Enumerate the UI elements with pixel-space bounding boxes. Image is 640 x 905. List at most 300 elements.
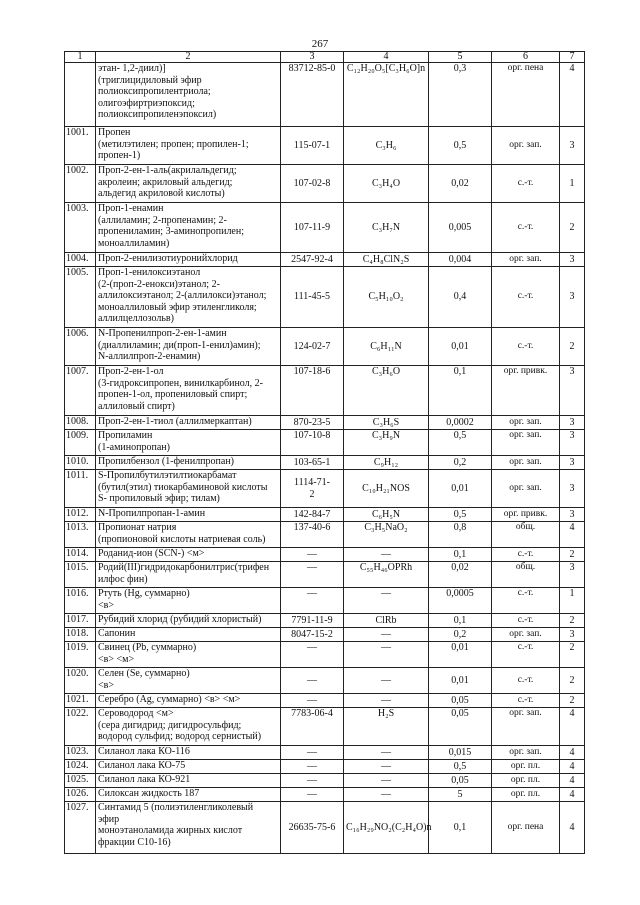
entry-number: 1007. — [65, 366, 96, 416]
entry-number: 1002. — [65, 165, 96, 203]
cas-number-line: 137-40-6 — [293, 522, 331, 533]
hazard-indicator: орг. зап. — [492, 708, 560, 746]
cas-number-line: 2547-92-4 — [291, 253, 333, 265]
substance-name-line: полиоксипропиленэпоксил) — [98, 109, 217, 120]
substance-name — [96, 253, 281, 267]
entry-number: 1026. — [65, 788, 96, 802]
chemical-formula: C₁₂H₂₀O₅[C₃H₆O]n — [344, 63, 429, 127]
substance-name-line: пропен-1-ол, пропениловый спирт; — [98, 389, 248, 400]
table-row — [65, 165, 585, 203]
table-row — [65, 253, 585, 267]
substance-name-line: Пропионат натрия — [98, 522, 177, 533]
substance-name-line: (сера дигидрид; дигидросульфид; — [98, 719, 242, 731]
chemical-formula: C₁₆H₂₉NO₂(C₂H₄O)n — [344, 802, 429, 854]
chemical-formula: C₆H₅N — [344, 508, 429, 522]
substance-name-line: аллилцеллозольв) — [98, 313, 174, 324]
entry-number: 1001. — [65, 127, 96, 165]
hazard-class: 4 — [560, 63, 585, 127]
limit-value: 0,1 — [429, 366, 492, 416]
substance-name-line: Проп-2-ен-1-ол — [98, 366, 164, 377]
chemical-formula: — — [344, 760, 429, 774]
hazard-class: 2 — [560, 694, 585, 708]
substance-name — [96, 746, 281, 760]
hazard-class: 4 — [560, 522, 585, 548]
substance-name-line: Пропен — [98, 127, 131, 138]
substance-name-line: (3-гидроксипропен, винилкарбинол, 2- — [98, 377, 263, 389]
cas-number — [281, 614, 344, 628]
substance-name-line: Селен (Se, суммарно) — [98, 668, 190, 679]
substance-name-line: (аллиламин; 2-пропенамин; 2- — [98, 214, 227, 226]
entry-number: 1024. — [65, 760, 96, 774]
limit-value: 0,1 — [429, 548, 492, 562]
substance-name-line: S-Пропилбутилэтилтиокарбамат — [98, 470, 237, 481]
hazard-class: 2 — [560, 614, 585, 628]
hazard-indicator: с.-т. — [492, 668, 560, 694]
substance-name — [96, 127, 281, 165]
cas-number — [281, 760, 344, 774]
cas-number-line: — — [307, 588, 317, 599]
hazard-class: 1 — [560, 165, 585, 203]
substance-name — [96, 416, 281, 430]
substance-name-line: Проп-1-енилоксиэтанол — [98, 267, 201, 278]
hazard-indicator: орг. пена — [492, 802, 560, 854]
limit-value: 0,3 — [429, 63, 492, 127]
entry-number — [65, 63, 96, 127]
hazard-indicator: орг. пл. — [492, 774, 560, 788]
column-header: 2 — [96, 52, 281, 63]
substance-name — [96, 788, 281, 802]
hazard-indicator: с.-т. — [492, 588, 560, 614]
entry-number: 1011. — [65, 470, 96, 508]
substance-name-line: пропениламин; 3-аминопропилен; — [98, 226, 244, 237]
table-row — [65, 628, 585, 642]
table-row — [65, 760, 585, 774]
substance-name-line: акролеин; акриловый альдегид; — [98, 176, 233, 188]
table-row — [65, 430, 585, 456]
cas-number-line: 8047-15-2 — [291, 628, 333, 640]
entry-number: 1016. — [65, 588, 96, 614]
cas-number-line: 107-10-8 — [293, 430, 331, 441]
substance-name-line: <в> — [98, 679, 115, 691]
cas-number-line: 107-02-8 — [293, 177, 331, 189]
cas-number — [281, 668, 344, 694]
substance-name-line: Сапонин — [98, 628, 136, 639]
hazard-class: 3 — [560, 508, 585, 522]
hazard-indicator: орг. зап. — [492, 416, 560, 430]
hazard-class: 2 — [560, 668, 585, 694]
limit-value: 0,5 — [429, 430, 492, 456]
substance-name-line: аллилоксиэтанол; 2-(аллилокси)этанол; — [98, 290, 267, 301]
limit-value: 5 — [429, 788, 492, 802]
column-header: 5 — [429, 52, 492, 63]
table-body — [65, 63, 585, 854]
entry-number: 1006. — [65, 328, 96, 366]
table-row — [65, 588, 585, 614]
limit-value: 0,05 — [429, 708, 492, 746]
entry-number: 1014. — [65, 548, 96, 562]
chemical-formula: — — [344, 694, 429, 708]
column-number-row — [65, 52, 585, 63]
hazard-indicator: с.-т. — [492, 548, 560, 562]
cas-number-line: 2 — [309, 488, 315, 500]
chemical-formula: C₃H₆S — [344, 416, 429, 430]
limit-value: 0,8 — [429, 522, 492, 548]
hazard-indicator: с.-т. — [492, 165, 560, 203]
hazard-indicator: орг. пл. — [492, 788, 560, 802]
substance-name-line: Силанол лака КО-116 — [98, 746, 190, 757]
substance-name — [96, 456, 281, 470]
limit-value: 0,5 — [429, 127, 492, 165]
cas-number — [281, 562, 344, 588]
substance-name-line: <в> <м> — [98, 653, 135, 665]
chemical-formula: C₃H₉N — [344, 430, 429, 456]
chemical-formula: C₃H₄O — [344, 165, 429, 203]
hazard-indicator: орг. зап. — [492, 746, 560, 760]
hazard-indicator: орг. зап. — [492, 127, 560, 165]
substance-name-line: (метилэтилен; пропен; пропилен-1; — [98, 138, 249, 150]
hazard-indicator: с.-т. — [492, 642, 560, 668]
chemical-formula: — — [344, 642, 429, 668]
substance-name-line: (2-(проп-2-енокси)этанол; 2- — [98, 278, 220, 290]
chemical-formula: C₄H₈ClN₂S — [344, 253, 429, 267]
substance-name-line: (1-аминопропан) — [98, 441, 170, 453]
hazard-class: 2 — [560, 642, 585, 668]
substance-name — [96, 588, 281, 614]
table-row — [65, 328, 585, 366]
chemical-formula: — — [344, 788, 429, 802]
table-row — [65, 366, 585, 416]
substance-name-line: <в> — [98, 599, 115, 611]
hazard-class: 2 — [560, 203, 585, 253]
hazard-class: 3 — [560, 366, 585, 416]
cas-number — [281, 456, 344, 470]
hazard-indicator: орг. зап. — [492, 430, 560, 456]
hazard-class: 2 — [560, 548, 585, 562]
hazard-indicator: орг. зап. — [492, 470, 560, 508]
chemical-formula: C₃H₅NaO₂ — [344, 522, 429, 548]
substance-name — [96, 63, 281, 127]
substance-name — [96, 203, 281, 253]
hazard-class: 3 — [560, 456, 585, 470]
table-row — [65, 802, 585, 854]
entry-number: 1008. — [65, 416, 96, 430]
hazard-class: 4 — [560, 708, 585, 746]
hazard-indicator: орг. зап. — [492, 628, 560, 642]
substance-name — [96, 774, 281, 788]
chemical-formula: — — [344, 668, 429, 694]
substance-name-line: олигоэфиртриэпоксид; — [98, 97, 195, 109]
cas-number — [281, 470, 344, 508]
cas-number-line: — — [307, 548, 317, 560]
substance-name-line: Родий(III)гидридокарбонилтрис(трифен — [98, 562, 270, 573]
hazard-class: 1 — [560, 588, 585, 614]
hazard-class: 2 — [560, 328, 585, 366]
entry-number: 1020. — [65, 668, 96, 694]
substance-name-line: Проп-2-енилизотиуронийхлорид — [98, 253, 238, 264]
hazard-indicator: с.-т. — [492, 203, 560, 253]
chemical-formula: — — [344, 628, 429, 642]
cas-number — [281, 63, 344, 127]
cas-number — [281, 430, 344, 456]
hazard-class: 3 — [560, 127, 585, 165]
hazard-class: 3 — [560, 253, 585, 267]
chemical-formula: C₃H₆ — [344, 127, 429, 165]
substance-name — [96, 328, 281, 366]
cas-number-line: 111-45-5 — [294, 291, 330, 303]
table-row — [65, 746, 585, 760]
cas-number-line: 103-65-1 — [293, 456, 331, 468]
cas-number — [281, 203, 344, 253]
chemical-formula: ClRb — [344, 614, 429, 628]
column-header: 3 — [281, 52, 344, 63]
cas-number — [281, 746, 344, 760]
cas-number — [281, 628, 344, 642]
cas-number-line: 142-84-7 — [293, 508, 331, 520]
hazard-class: 3 — [560, 470, 585, 508]
column-header: 4 — [344, 52, 429, 63]
substance-name — [96, 366, 281, 416]
entry-number: 1021. — [65, 694, 96, 708]
entry-number: 1022. — [65, 708, 96, 746]
table-row — [65, 642, 585, 668]
substance-name — [96, 522, 281, 548]
entry-number: 1009. — [65, 430, 96, 456]
entry-number: 1023. — [65, 746, 96, 760]
cas-number-line: — — [307, 694, 317, 706]
cas-number-line: — — [307, 642, 317, 653]
limit-value: 0,02 — [429, 562, 492, 588]
substance-name — [96, 470, 281, 508]
hazard-indicator: с.-т. — [492, 328, 560, 366]
cas-number — [281, 788, 344, 802]
substance-name-line: (пропионовой кислоты натриевая соль) — [98, 533, 266, 545]
substance-name-line: моноаллиламин) — [98, 237, 170, 249]
hazard-class: 3 — [560, 416, 585, 430]
hazard-indicator: с.-т. — [492, 694, 560, 708]
table-row — [65, 203, 585, 253]
cas-number — [281, 774, 344, 788]
cas-number — [281, 416, 344, 430]
table-row — [65, 508, 585, 522]
substance-name-line: Синтамид 5 (полиэтиленгликолевый — [98, 802, 254, 813]
cas-number-line: — — [307, 674, 317, 686]
substance-name-line: водород сульфид; водород сернистый) — [98, 731, 262, 742]
cas-number-line: — — [307, 788, 317, 800]
hazard-indicator: орг. пл. — [492, 760, 560, 774]
substance-name — [96, 694, 281, 708]
entry-number: 1003. — [65, 203, 96, 253]
substance-name-line: фракции С10-16) — [98, 836, 171, 848]
substance-name — [96, 668, 281, 694]
substance-name-line: Пропиламин — [98, 430, 153, 441]
substance-name-line: пропен-1) — [98, 150, 141, 161]
chemical-formula: — — [344, 588, 429, 614]
substance-name-line: Ртуть (Hg, суммарно) — [98, 588, 190, 599]
substance-name — [96, 628, 281, 642]
column-header: 1 — [65, 52, 96, 63]
table-row — [65, 668, 585, 694]
hazard-indicator: с.-т. — [492, 267, 560, 328]
cas-number-line: 107-18-6 — [293, 366, 331, 377]
cas-number-line: 107-11-9 — [293, 221, 331, 233]
substance-name-line: Сероводород <м> — [98, 708, 174, 719]
chemical-formula: C₆H₁₁N — [344, 328, 429, 366]
cas-number-line: 870-23-5 — [293, 416, 331, 428]
limit-value: 0,0005 — [429, 588, 492, 614]
substance-name-line: полиоксипропилентриола; — [98, 86, 211, 97]
table-row — [65, 694, 585, 708]
chemical-formula: H₂S — [344, 708, 429, 746]
substance-name-line: Серебро (Ag, суммарно) <в> <м> — [98, 694, 241, 705]
substance-name-line: S- пропиловый эфир; тилам) — [98, 493, 220, 504]
substance-name — [96, 562, 281, 588]
entry-number: 1027. — [65, 802, 96, 854]
substance-name-line: илфос фин) — [98, 573, 148, 585]
cas-number-line: 1114-71- — [294, 477, 330, 488]
cas-number — [281, 508, 344, 522]
entry-number: 1017. — [65, 614, 96, 628]
entry-number: 1010. — [65, 456, 96, 470]
substance-name-line: Проп-2-ен-1-аль(акрилальдегид; — [98, 165, 237, 176]
cas-number — [281, 522, 344, 548]
cas-number-line: 83712-85-0 — [288, 63, 336, 74]
limit-value: 0,4 — [429, 267, 492, 328]
cas-number — [281, 802, 344, 854]
hazard-class: 3 — [560, 267, 585, 328]
table-row — [65, 774, 585, 788]
table-row — [65, 416, 585, 430]
substance-name — [96, 760, 281, 774]
limit-value: 0,5 — [429, 760, 492, 774]
table-row — [65, 522, 585, 548]
hazard-class: 4 — [560, 760, 585, 774]
cas-number — [281, 588, 344, 614]
limit-value: 0,01 — [429, 470, 492, 508]
limit-value: 0,05 — [429, 774, 492, 788]
page-number: 267 — [311, 38, 329, 50]
table-row — [65, 548, 585, 562]
entry-number: 1004. — [65, 253, 96, 267]
cas-number — [281, 694, 344, 708]
limit-value: 0,01 — [429, 668, 492, 694]
substance-name — [96, 614, 281, 628]
cas-number-line: 7783-06-4 — [291, 708, 333, 719]
chemical-formula: C₁₀H₂₁NOS — [344, 470, 429, 508]
substance-name — [96, 802, 281, 854]
cas-number-line: 115-07-1 — [293, 139, 331, 151]
substance-name-line: Силоксан жидкость 187 — [98, 788, 200, 799]
cas-number — [281, 253, 344, 267]
substance-name-line: Силанол лака КО-75 — [98, 760, 186, 771]
substance-name-line: N-Пропенилпроп-2-ен-1-амин — [98, 328, 227, 339]
cas-number — [281, 366, 344, 416]
entry-number: 1005. — [65, 267, 96, 328]
entry-number: 1013. — [65, 522, 96, 548]
table-row — [65, 562, 585, 588]
hazard-indicator: орг. зап. — [492, 253, 560, 267]
hazard-indicator: орг. пена — [492, 63, 560, 127]
limit-value: 0,2 — [429, 628, 492, 642]
hazard-indicator: общ. — [492, 562, 560, 588]
column-header: 6 — [492, 52, 560, 63]
substance-name-line: моноаллиловый эфир этиленгликоля; — [98, 301, 257, 313]
limit-value: 0,01 — [429, 328, 492, 366]
substance-name-line: N-аллилпроп-2-енамин) — [98, 351, 201, 362]
substance-name — [96, 165, 281, 203]
chemical-formula: C₅H₁₀O₂ — [344, 267, 429, 328]
substance-name-line: Рубидий хлорид (рубидий хлористый) — [98, 614, 262, 625]
table-row — [65, 267, 585, 328]
limit-value: 0,015 — [429, 746, 492, 760]
hazard-class: 3 — [560, 430, 585, 456]
entry-number: 1019. — [65, 642, 96, 668]
entry-number: 1025. — [65, 774, 96, 788]
limit-value: 0,1 — [429, 802, 492, 854]
hazard-class: 4 — [560, 746, 585, 760]
substance-name-line: Проп-1-енамин — [98, 203, 164, 214]
table-row — [65, 127, 585, 165]
hazard-class: 3 — [560, 628, 585, 642]
cas-number-line: — — [307, 760, 317, 772]
substance-name-line: этан- 1,2-диил)] — [98, 63, 166, 74]
substance-name-line: (диаллиламин; ди(проп-1-енил)амин); — [98, 339, 261, 351]
substance-name — [96, 642, 281, 668]
limit-value: 0,1 — [429, 614, 492, 628]
hazard-indicator: орг. зап. — [492, 456, 560, 470]
substance-name — [96, 267, 281, 328]
chemical-formula: C₃H₆O — [344, 366, 429, 416]
substance-name — [96, 508, 281, 522]
hazard-indicator: орг. привк. — [492, 508, 560, 522]
table-row — [65, 708, 585, 746]
table-row — [65, 63, 585, 127]
substance-name — [96, 708, 281, 746]
substance-name-line: Проп-2-ен-1-тиол (аллилмеркаптан) — [98, 416, 252, 427]
entry-number: 1012. — [65, 508, 96, 522]
substances-table — [64, 51, 585, 854]
hazard-class: 4 — [560, 788, 585, 802]
substance-name-line: альдегид акриловой кислоты) — [98, 188, 225, 199]
table-row — [65, 456, 585, 470]
limit-value: 0,2 — [429, 456, 492, 470]
cas-number-line: — — [307, 746, 317, 758]
cas-number — [281, 642, 344, 668]
cas-number-line: 7791-11-9 — [291, 614, 333, 626]
cas-number-line: — — [307, 562, 317, 573]
cas-number-line: 26635-75-6 — [288, 821, 336, 833]
cas-number — [281, 267, 344, 328]
entry-number: 1015. — [65, 562, 96, 588]
hazard-class: 4 — [560, 774, 585, 788]
substance-name-line: эфир — [98, 813, 120, 825]
entry-number: 1018. — [65, 628, 96, 642]
limit-value: 0,5 — [429, 508, 492, 522]
limit-value: 0,0002 — [429, 416, 492, 430]
chemical-formula: — — [344, 548, 429, 562]
limit-value: 0,004 — [429, 253, 492, 267]
substance-name-line: Силанол лака КО-921 — [98, 774, 191, 785]
limit-value: 0,02 — [429, 165, 492, 203]
table-row — [65, 788, 585, 802]
chemical-formula: — — [344, 774, 429, 788]
cas-number — [281, 328, 344, 366]
substance-name-line: моноэтаноламида жирных кислот — [98, 825, 243, 836]
cas-number — [281, 165, 344, 203]
table-row — [65, 470, 585, 508]
hazard-class: 4 — [560, 802, 585, 854]
cas-number — [281, 127, 344, 165]
hazard-indicator: общ. — [492, 522, 560, 548]
